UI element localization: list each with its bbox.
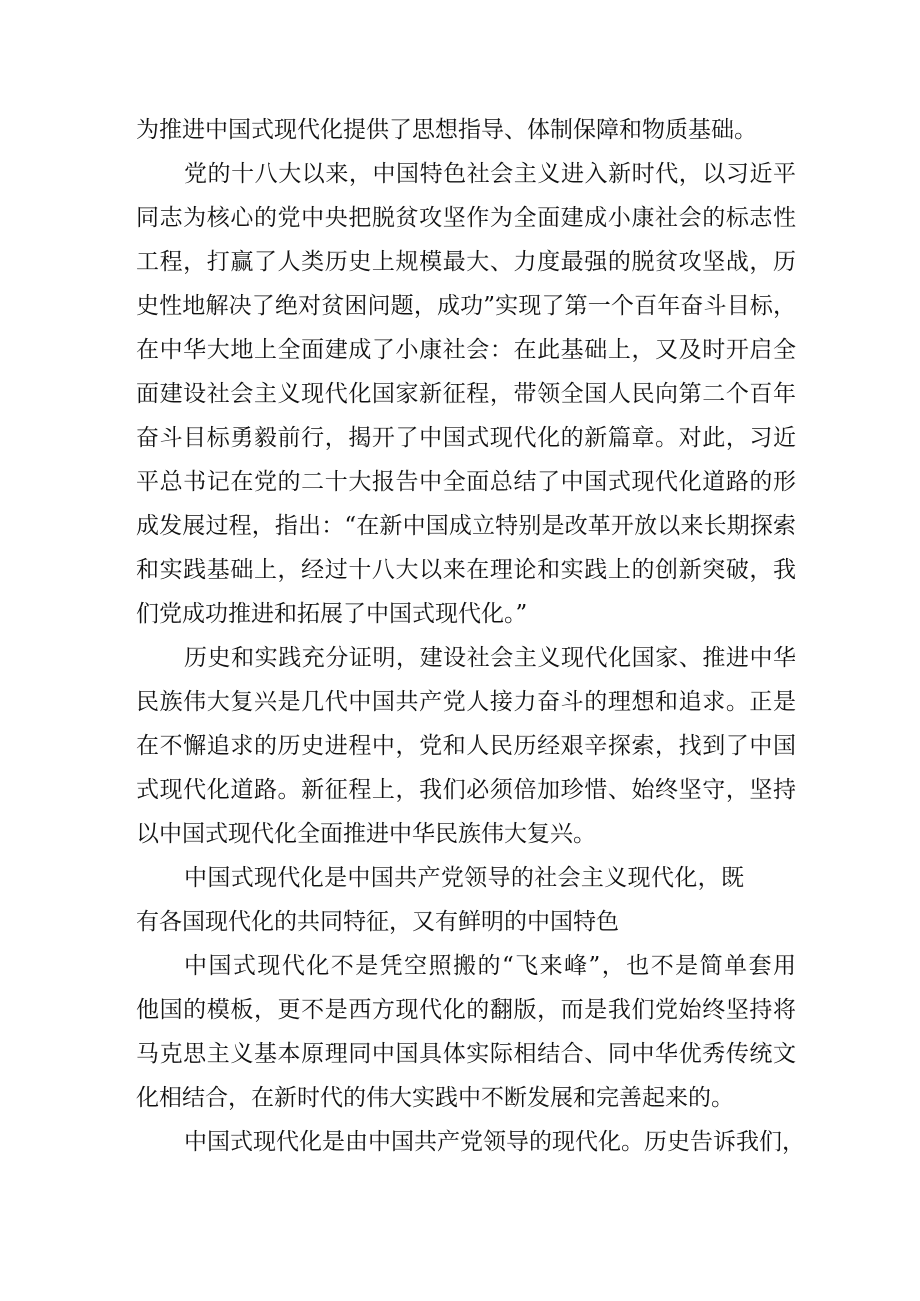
paragraph-line: 同志为核心的党中央把脱贫攻坚作为全面建成小康社会的标志性	[136, 205, 796, 231]
paragraph-line: 马克思主义基本原理同中国具体实际相结合、同中华优秀传统文	[136, 1041, 796, 1067]
paragraph-line: 以中国式现代化全面推进中华民族伟大复兴。	[136, 821, 596, 847]
paragraph-line: 民族伟大复兴是几代中国共产党人接力奋斗的理想和追求。正是	[136, 689, 796, 715]
paragraph-line: 面建设社会主义现代化国家新征程，带领全国人民向第二个百年	[136, 381, 796, 407]
paragraph-line: 式现代化道路。新征程上，我们必须倍加珍惜、始终坚守，坚持	[136, 777, 796, 803]
section-heading-line: 有各国现代化的共同特征，又有鲜明的中国特色	[136, 909, 619, 935]
paragraph-line: 他国的模板，更不是西方现代化的翻版，而是我们党始终坚持将	[136, 997, 796, 1023]
paragraph-line: 们党成功推进和拓展了中国式现代化。”	[136, 601, 528, 627]
section-heading-line: 中国式现代化是中国共产党领导的社会主义现代化，既	[184, 865, 744, 891]
paragraph-line: 史性地解决了绝对贫困问题，成功”实现了第一个百年奋斗目标，	[136, 293, 796, 319]
paragraph-line: 历史和实践充分证明，建设社会主义现代化国家、推进中华	[184, 645, 796, 671]
paragraph-line: 中国式现代化是由中国共产党领导的现代化。历史告诉我们，	[184, 1129, 805, 1155]
paragraph-line: 为推进中国式现代化提供了思想指导、体制保障和物质基础。	[136, 117, 757, 143]
paragraph-line: 和实践基础上，经过十八大以来在理论和实践上的创新突破，我	[136, 557, 796, 583]
paragraph-line: 奋斗目标勇毅前行，揭开了中国式现代化的新篇章。对此，习近	[136, 425, 796, 451]
paragraph-line: 在中华大地上全面建成了小康社会：在此基础上，又及时开启全	[136, 337, 796, 363]
paragraph-line: 成发展过程，指出：“在新中国成立特别是改革开放以来长期探索	[136, 513, 796, 539]
paragraph-line: 中国式现代化不是凭空照搬的“飞来峰”，也不是简单套用	[184, 953, 796, 979]
paragraph-line: 党的十八大以来，中国特色社会主义进入新时代，以习近平	[184, 161, 796, 187]
paragraph-line: 化相结合，在新时代的伟大实践中不断发展和完善起来的。	[136, 1085, 734, 1111]
paragraph-line: 平总书记在党的二十大报告中全面总结了中国式现代化道路的形	[136, 469, 796, 495]
paragraph-line: 在不懈追求的历史进程中，党和人民历经艰辛探索，找到了中国	[136, 733, 796, 759]
paragraph-line: 工程，打赢了人类历史上规模最大、力度最强的脱贫攻坚战，历	[136, 249, 796, 275]
